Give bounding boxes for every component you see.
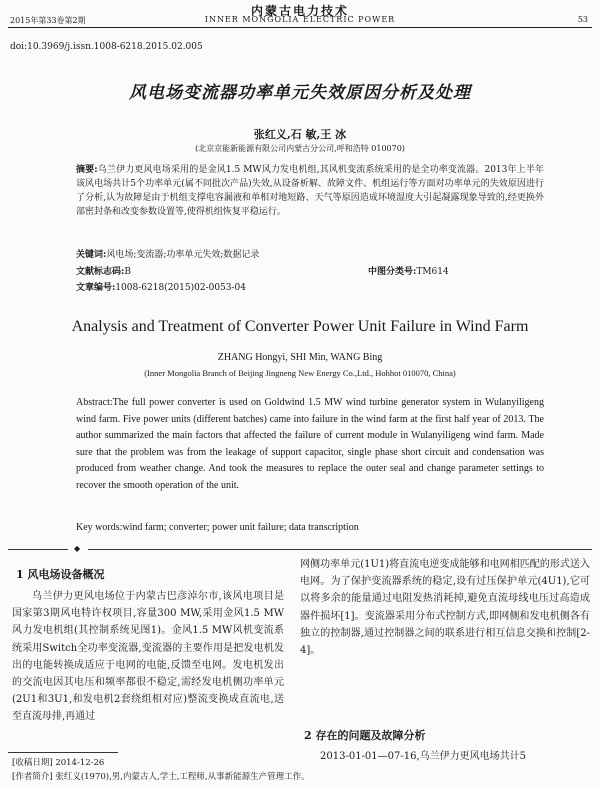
journal-title-en: INNER MONGOLIA ELECTRIC POWER — [204, 15, 396, 24]
keywords-cn-text: 风电场;变流器;功率单元失效;数据记录 — [106, 250, 260, 260]
section-1-text: 乌兰伊力更风电场位于内蒙古巴彦淖尔市,该风电项目是国家第3期风电特许权项目,容量300 MW,采用金风1.5 MW风力发电机组(其控制系统见图1)。金风1.5 MW风机变流系统采用Switch全功率变流器,变流器的主要作用是把发电机发出的电能转换成适应于电网的电能,反馈至电网。发电机发出的交流电因其电压和频率都很不稳定,需经发电机侧功率单元(2U1和3U1,和发电机2套绕组相对应)整流变换成直流电,送至直流母排,再通过 — [12, 591, 284, 723]
section-1-heading: 1 风电场设备概况 — [16, 568, 105, 581]
article-no-label: 文章编号: — [76, 283, 116, 293]
keywords-cn — [76, 248, 544, 262]
keywords-en-label: Key words: — [76, 522, 123, 533]
article-no-value: 1008-6218(2015)02-0053-04 — [115, 283, 246, 293]
authors-en: ZHANG Hongyi, SHI Min, WANG Bing — [217, 352, 383, 363]
keywords-en-text: wind farm; converter; power unit failure; data transcription — [122, 522, 359, 533]
right-column-text: 网侧功率单元(1U1)将直流电逆变成能够和电网相匹配的形式送入电网。为了保护变流器系统的稳定,设有过压保护单元(4U1),它可以将多余的能量通过电阻发热消耗掉,避免直流母线电压过高造成器件损坏[1]。变流器采用分布式控制方式,即网侧和发电机侧各有独立的控制器,通过控制器之间的联系进行相互信息交换和控制[2-4]。 — [300, 559, 590, 657]
footnote-author: [作者简介] 张红义(1970),男,内蒙古人,学士,工程师,从事新能源生产管理工作。 — [12, 772, 310, 782]
abstract-en-label: Abstract: — [76, 397, 113, 408]
paper-title-cn: 风电场变流器功率单元失效原因分析及处理 — [129, 83, 471, 103]
doc-code-value: B — [124, 267, 131, 277]
section-2-heading: 2 存在的问题及故障分析 — [304, 729, 426, 742]
abstract-cn — [76, 163, 544, 219]
doc-code — [76, 264, 131, 277]
journal-title-cn: 内蒙古电力技术 — [250, 4, 349, 18]
keywords-cn-label: 关键词: — [76, 250, 107, 260]
authors-cn: 张红义,石 敏,王 冰 — [253, 128, 347, 141]
footnote-received: [收稿日期] 2014-12-26 — [12, 758, 105, 768]
clc-number — [368, 264, 449, 277]
issue-label: 2015年第33卷第2期 — [10, 16, 86, 25]
clc-value: TM614 — [416, 267, 449, 277]
doi: doi:10.3969/j.issn.1008-6218.2015.02.005 — [10, 42, 203, 52]
section-2-text: 2013-01-01—07-16,乌兰伊力更风电场共计5 — [320, 751, 527, 762]
affiliation-cn: (北京京能新能源有限公司内蒙古分公司,呼和浩特 010070) — [195, 144, 405, 153]
article-number — [76, 280, 246, 293]
divider-left — [8, 549, 68, 550]
paper-title-en: Analysis and Treatment of Converter Power Unit Failure in Wind Farm — [71, 318, 529, 335]
divider-right — [88, 549, 592, 550]
abstract-en — [76, 395, 544, 494]
divider-ornament: ◆ — [74, 544, 81, 553]
affiliation-en: (Inner Mongolia Branch of Beijing Jingneng New Energy Co.,Ltd., Hohhot 010070, China) — [144, 368, 456, 378]
keywords-en — [76, 522, 544, 533]
page-number: 53 — [577, 15, 588, 24]
header-rule — [8, 27, 592, 28]
footnote-rule — [8, 752, 118, 753]
doc-code-label: 文献标志码: — [76, 267, 125, 277]
clc-label: 中图分类号: — [368, 267, 417, 277]
abstract-en-text: The full power converter is used on Goldwind 1.5 MW wind turbine generator system in Wulanyiligeng wind farm. Five power units (different batches) came into failure in the wind farm at the first half year of 2013. The author summarized the main factors that affected the failure of current module in Wulanyiligeng wind farm. Made sure that the problem was from the leakage of support capacitor, single phase short circuit and condensation was produced from weather change. And took the measures to replace the outer seal and change parameter settings to recover the smooth operation of the unit. — [76, 397, 544, 491]
abstract-cn-label: 摘要: — [76, 165, 98, 175]
abstract-cn-text: 乌兰伊力更风电场采用的是金风1.5 MW风力发电机组,其风机变流系统采用的是全功率变流器。2013年上半年该风电场共计5个功率单元(属不同批次产品)失效,从设备析解、故障文件、机组运行等方面对功率单元的失效原因进行了分析,认为故障是由于机组支撑电容漏液和单相对地短路、天气等原因造成环境湿度大引起凝露现象导致的,经更换外部密封条和改变参数设置等,使得机组恢复平稳运行。 — [76, 165, 544, 217]
